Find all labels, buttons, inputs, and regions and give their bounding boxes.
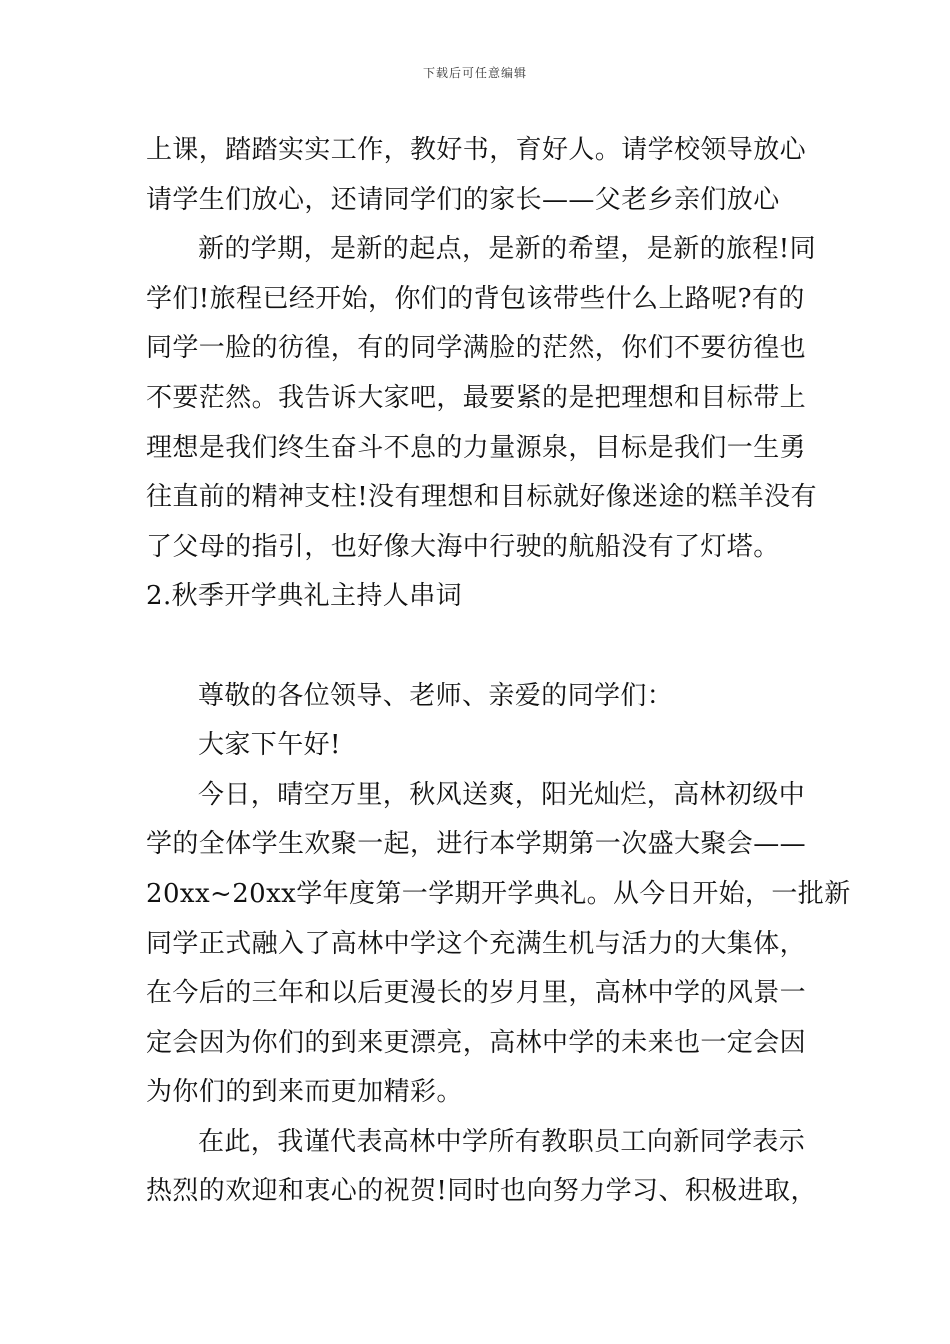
paragraph	[146, 771, 851, 1118]
text-line: 不要茫然。我告诉大家吧，最要紧的是把理想和目标带上	[146, 382, 807, 413]
text-line: 为你们的到来而更加精彩。	[146, 1077, 463, 1108]
text-line: 了父母的指引，也好像大海中行驶的航船没有了灯塔。	[146, 531, 780, 562]
text-line: 定会因为你们的到来更漂亮，高林中学的未来也一定会因	[146, 1027, 807, 1058]
text-line: 热烈的欢迎和衷心的祝贺!同时也向努力学习、积极进取，	[146, 1176, 817, 1207]
paragraph	[146, 572, 810, 622]
text-line: 大家下午好!	[198, 730, 341, 761]
text-line: 往直前的精神支柱!没有理想和目标就好像迷途的糕羊没有	[146, 482, 817, 513]
text-line: 上课，踏踏实实工作，教好书，育好人。请学校领导放心	[146, 135, 807, 165]
paragraph	[146, 126, 810, 225]
paragraph	[146, 225, 817, 572]
text-line: 在此，我谨代表高林中学所有教职员工向新同学表示	[198, 1126, 806, 1157]
document-body	[146, 126, 851, 1217]
paragraph	[146, 721, 810, 771]
text-line: 今日，晴空万里，秋风送爽，阳光灿烂，高林初级中	[198, 779, 806, 810]
page-header-note: 下载后可任意编辑	[422, 66, 527, 80]
text-line: 2.秋季开学典礼主持人串词	[146, 581, 463, 612]
text-line: 同学正式融入了高林中学这个充满生机与活力的大集体，	[146, 928, 807, 959]
text-line: 新的学期，是新的起点，是新的希望，是新的旅程!同	[198, 234, 817, 265]
text-line: 学们!旅程已经开始，你们的背包该带些什么上路呢?有的	[146, 283, 805, 314]
text-line: 在今后的三年和以后更漫长的岁月里，高林中学的风景一	[146, 978, 807, 1009]
paragraph	[146, 672, 810, 722]
text-line: 学的全体学生欢聚一起，进行本学期第一次盛大聚会——	[146, 829, 807, 860]
text-line: 理想是我们终生奋斗不息的力量源泉，目标是我们一生勇	[146, 432, 807, 463]
text-line: 20xx~20xx学年度第一学期开学典礼。从今日开始，一批新	[146, 878, 851, 909]
paragraph-spacer	[146, 622, 810, 672]
text-line: 请学生们放心，还请同学们的家长——父老乡亲们放心	[146, 184, 780, 215]
text-line: 同学一脸的彷徨，有的同学满脸的茫然，你们不要彷徨也	[146, 333, 807, 364]
paragraph	[146, 1118, 817, 1217]
text-line: 尊敬的各位领导、老师、亲爱的同学们：	[198, 680, 674, 711]
